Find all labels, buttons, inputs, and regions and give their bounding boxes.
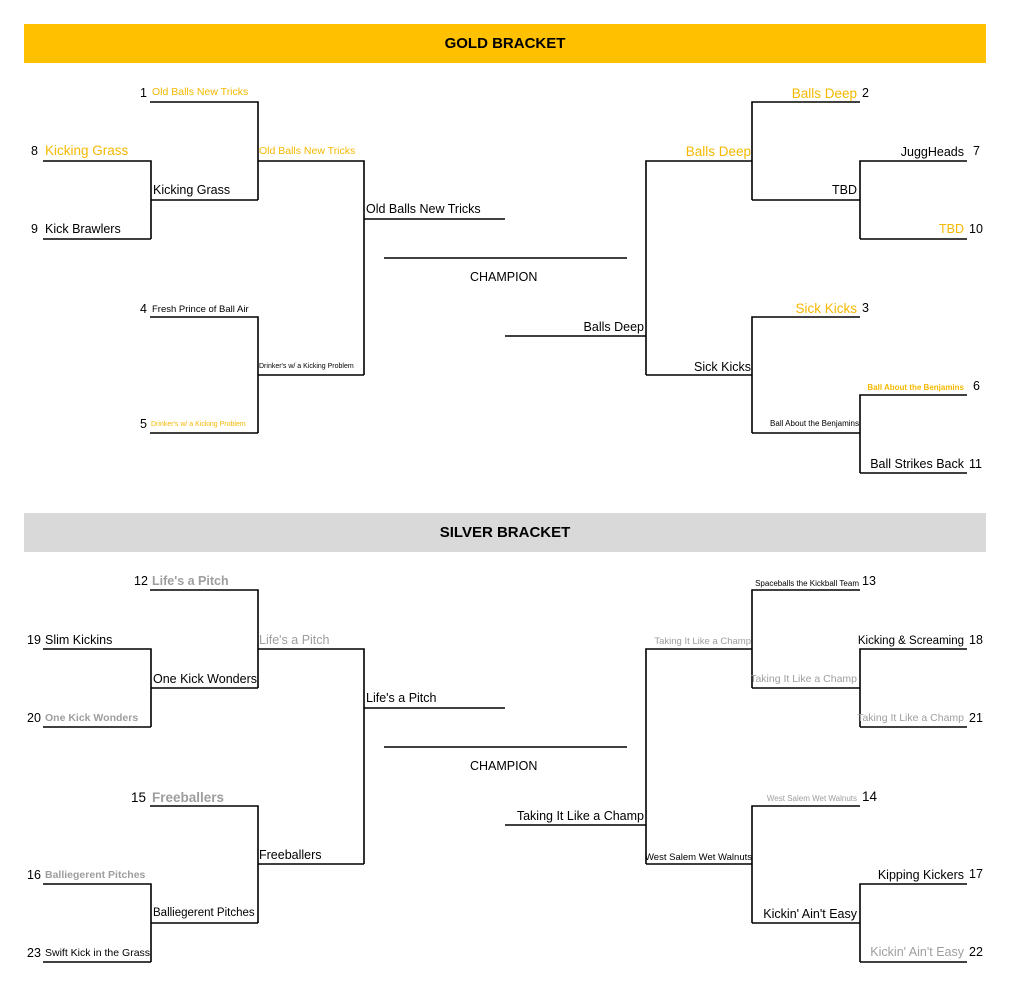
seed-number: 17 xyxy=(969,867,983,881)
team-name: Kickin' Ain't Easy xyxy=(870,945,964,959)
team-name: Fresh Prince of Ball Air xyxy=(152,304,249,315)
team-name: Kick Brawlers xyxy=(45,222,121,236)
finalist-team: Taking It Like a Champ xyxy=(516,809,644,823)
team-name: Taking It Like a Champ xyxy=(857,712,964,724)
seed-number: 5 xyxy=(140,417,147,431)
team-name: Balliegerent Pitches xyxy=(45,869,146,881)
team-name: Drinker's w/ a Kicking Problem xyxy=(151,421,246,428)
round2-team: Balliegerent Pitches xyxy=(153,907,255,919)
team-name: Spaceballs the Kickball Team xyxy=(755,579,859,588)
gold-bracket-lines xyxy=(43,102,967,473)
round2-team: Sick Kicks xyxy=(694,360,751,374)
round2-team: Taking It Like a Champ xyxy=(654,636,751,647)
silver-bracket-title: SILVER BRACKET xyxy=(439,524,571,541)
seed-number: 11 xyxy=(969,457,982,471)
seed-number: 23 xyxy=(27,946,41,960)
seed-number: 3 xyxy=(862,301,869,315)
finalist-team: Balls Deep xyxy=(583,320,644,334)
team-name: JuggHeads xyxy=(900,145,964,159)
seed-number: 16 xyxy=(27,868,41,882)
seed-number: 1 xyxy=(140,86,147,100)
team-name: Balls Deep xyxy=(791,86,857,101)
seed-number: 19 xyxy=(27,633,41,647)
seed-number: 6 xyxy=(973,379,980,393)
finalist-team: Life's a Pitch xyxy=(366,691,437,705)
team-name: West Salem Wet Walnuts xyxy=(766,794,857,803)
round2-team: Freeballers xyxy=(259,848,322,862)
seed-number: 9 xyxy=(31,222,38,236)
team-name: Kipping Kickers xyxy=(877,868,964,882)
round2-team: Drinker's w/ a Kicking Problem xyxy=(259,363,354,370)
team-name: Ball About the Benjamins xyxy=(867,383,964,392)
seed-number: 13 xyxy=(862,574,876,588)
round2-team: Ball About the Benjamins xyxy=(770,419,859,428)
seed-number: 4 xyxy=(140,302,147,316)
team-name: Kicking & Screaming xyxy=(857,635,964,647)
team-name: Life's a Pitch xyxy=(152,574,229,588)
seed-number: 14 xyxy=(862,789,878,804)
seed-number: 18 xyxy=(969,633,983,647)
round2-team: Kicking Grass xyxy=(153,183,231,197)
round2-team: Life's a Pitch xyxy=(259,633,330,647)
round2-team: Taking It Like a Champ xyxy=(750,673,857,685)
team-name: One Kick Wonders xyxy=(45,712,139,724)
seed-number: 8 xyxy=(31,144,38,158)
finalist-team: Old Balls New Tricks xyxy=(366,202,481,216)
seed-number: 20 xyxy=(27,711,41,725)
champion-label: CHAMPION xyxy=(470,759,538,773)
team-name: Freeballers xyxy=(152,790,225,805)
seed-number: 12 xyxy=(134,574,148,588)
team-name: Old Balls New Tricks xyxy=(152,86,249,98)
round2-team: Balls Deep xyxy=(685,144,751,159)
team-name: Slim Kickins xyxy=(45,633,113,647)
seed-number: 10 xyxy=(969,222,983,236)
champion-label: CHAMPION xyxy=(470,270,538,284)
seed-number: 22 xyxy=(969,945,983,959)
team-name: Sick Kicks xyxy=(795,301,857,316)
seed-number: 15 xyxy=(131,790,147,805)
team-name: Kicking Grass xyxy=(45,143,129,158)
seed-number: 2 xyxy=(862,86,869,100)
seed-number: 21 xyxy=(969,711,983,725)
round2-team: Old Balls New Tricks xyxy=(259,145,356,157)
round2-team: Kickin' Ain't Easy xyxy=(763,907,857,921)
round2-team: TBD xyxy=(832,183,857,197)
team-name: TBD xyxy=(939,222,964,236)
round2-team: West Salem Wet Walnuts xyxy=(645,852,752,863)
gold-bracket-title: GOLD BRACKET xyxy=(444,35,566,52)
round2-team: One Kick Wonders xyxy=(153,672,257,686)
team-name: Ball Strikes Back xyxy=(870,457,964,471)
seed-number: 7 xyxy=(973,144,980,158)
team-name: Swift Kick in the Grass xyxy=(45,947,151,959)
